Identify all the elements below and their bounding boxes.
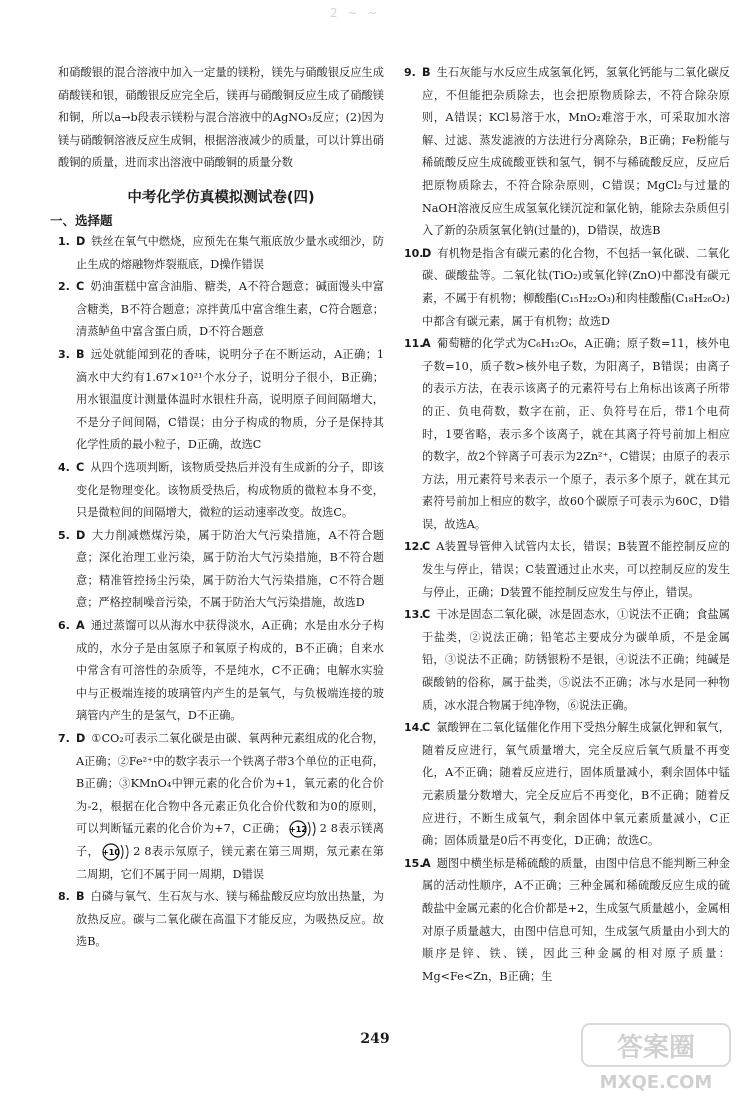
header-mark: 2 ~ ~ — [330, 6, 381, 20]
answer-text: 题图中横坐标是稀硫酸的质量，由图中信息不能判断三种金属的活动性顺序，A不正确；三种金属和稀硫酸反应生成的硫酸盐中金属元素的化合价都是+2，生成氢气质量越小，金属相对原子质量越大，由图中信息可知，生成氢气质量由小到大的顺序是锌、铁、镁，因此三种金属的相对原子质量：Mg<Fe<Zn，B正确；生 — [422, 856, 730, 983]
site-watermark-logo — [576, 1018, 736, 1098]
ne-shells: 2 8 — [133, 845, 152, 858]
magnesium-ion-diagram — [288, 820, 318, 838]
answer-letter: D — [422, 246, 432, 260]
left-column — [50, 62, 384, 954]
section-heading: 一、选择题 — [50, 212, 113, 228]
answer-item-12 — [404, 536, 730, 604]
answer-letter: A — [422, 856, 431, 870]
answer-letter: C — [76, 280, 85, 294]
answer-text: 通过蒸馏可以从海水中获得淡水，A正确；水是由水分子构成的，水分子是由氢原子和氧原子构成的，B不正确；自来水中常含有可溶性的杂质等，不是纯水，C不正确；电解水实验中与正极端连接的玻璃管内产生的是氧气，与负极端连接的玻璃管内产生的是氢气，D不正确。 — [76, 619, 384, 723]
answer-text: 从四个选项判断，该物质受热后并没有生成新的分子，即该变化是物理变化。该物质受热后，构成物质的微粒本身不变，只是微粒间的间隔增大，微粒的运动速率改变。故选C。 — [76, 460, 384, 520]
item-number: 13. — [404, 608, 424, 622]
item-number: 12. — [404, 540, 424, 554]
exam-title: 中考化学仿真模拟测试卷(四) — [127, 189, 315, 206]
answer-letter: A — [422, 337, 431, 351]
answer-item-6 — [58, 615, 384, 728]
answer-letter: D — [76, 234, 86, 248]
item-number: 4. — [58, 460, 70, 474]
answer-item-7 — [58, 728, 384, 886]
answer-item-1 — [58, 231, 384, 276]
item-number: 5. — [58, 528, 70, 542]
answer-item-4 — [58, 457, 384, 525]
answer-text: 葡萄糖的化学式为C₆H₁₂O₆，A正确；原子数=11，核外电子数=10，质子数>核外电子数，为阳离子，B错误；由离子的表示方法，在表示该离子的元素符号右上角标出该离子所带的正、负电荷数，数字在前，正、负符号在后，带1个电荷时，1要省略，表示多个该离子，就在其离子符号前加上相应的数字，故2个锌离子可表示为2Zn²⁺，C错误；由原子的表示方法，用元素符号来表示一个原子，表示多个原子，就在其元素符号前加上相应的数字，故60个碳原子可表示为60C，D错误，故选A。 — [422, 337, 730, 531]
answer-text: 白磷与氧气、生石灰与水、镁与稀盐酸反应均放出热量，为放热反应。碳与二氧化碳在高温下才能反应，为吸热反应。故选B。 — [76, 890, 384, 949]
answer-item-11 — [404, 333, 730, 536]
answer-text: ①CO₂可表示二氧化碳是由碳、氧两种元素组成的化合物，A正确；②Fe²⁺中的数字表示一个铁离子带3个单位的正电荷，B正确；③KMnO₄中钾元素的化合价为+1，氧元素的化合价为-2，根据在化合物中各元素正负化合价代数和为0的原则，可以判断锰元素的化合价为+7，C正确； — [76, 732, 384, 836]
answer-text: 奶油蛋糕中富含油脂、糖类，A不符合题意；碱面馒头中富含糖类，B不符合题意；凉拌黄瓜中富含维生素，C符合题意；清蒸鲈鱼中富含蛋白质，D不符合题意 — [76, 280, 384, 339]
answer-text: 远处就能闻到花的香味，说明分子在不断运动，A正确；1滴水中大约有1.67×10²¹个水分子，说明分子很小，B正确；用水银温度计测量体温时水银柱升高，说明原子间间隔增大，不是分子间间隔，C错误；由分子构成的物质，分子是保持其化学性质的最小粒子，D正确，故选C — [76, 347, 384, 452]
answer-letter: C — [422, 721, 431, 735]
answer-item-9 — [404, 62, 730, 243]
item-number: 7. — [58, 732, 70, 746]
right-column — [404, 62, 730, 988]
answer-item-8 — [58, 886, 384, 954]
item-number: 2. — [58, 280, 70, 294]
ne-label: 表示氖原子，镁元素 — [151, 845, 257, 858]
answer-text: 氯酸钾在二氧化锰催化作用下受热分解生成氯化钾和氧气，随着反应进行，氧气质量增大，完全反应后氧气质量不再变化，A不正确；随着反应进行，固体质量减小，剩余固体中锰元素质量分数增大，完全反应后不再变化，B不正确；随着反应进行，不断生成氧气，剩余固体中氧元素质量减小，C正确；固体质量是0后不再变化，D正确；故选C。 — [422, 721, 730, 848]
watermark-text-en: MXQE.COM — [599, 1072, 713, 1093]
answer-item-13 — [404, 604, 730, 717]
item-number: 6. — [58, 619, 70, 633]
answer-letter: B — [422, 66, 431, 79]
answer-text: 干冰是固态二氧化碳，冰是固态水，①说法不正确；食盐属于盐类，②说法正确；铅笔芯主要成分为碳单质，不是金属铅，③说法不正确；防锈银粉不是银，④说法不正确；纯碱是碳酸钠的俗称，属于盐类，⑤说法不正确；冰与水是同一种物质，冰水混合物属于纯净物，⑥说法正确。 — [422, 608, 730, 712]
answer-text-cont: 在第三周期，氖元素在第二周期，它们不属于同一周期，D错误 — [76, 845, 384, 881]
intro-paragraph: 和硝酸银的混合溶液中加入一定量的镁粉，镁先与硝酸银反应生成硝酸镁和银，硝酸银反应完全后，镁再与硝酸铜反应生成了硝酸镁和铜，所以a→b段表示镁粉与混合溶液中的AgNO₃反应；(2)因为镁与硝酸铜溶液反应生成铜，根据溶液减少的质量，可以计算出硝酸铜的质量，进而求出溶液中硝酸铜的质量分数 — [58, 66, 384, 170]
answer-letter: C — [422, 540, 431, 554]
answer-letter: B — [76, 890, 85, 904]
mg-nucleus-label: +12 — [288, 825, 307, 835]
answer-letter: D — [76, 732, 86, 746]
item-number: 8. — [58, 890, 70, 904]
answer-item-10 — [404, 243, 730, 333]
item-number: 14. — [404, 721, 424, 735]
neon-atom-diagram — [101, 843, 131, 861]
answer-letter: C — [76, 460, 85, 474]
answer-text: A装置导管伸入试管内太长，错误；B装置不能控制反应的发生与停止，错误；C装置通过止水夹，可以控制反应的发生与停止，正确；D装置不能控制反应发生与停止，错误。 — [422, 540, 730, 599]
watermark-text-cn: 答案圈 — [616, 1033, 696, 1063]
answer-item-5 — [58, 525, 384, 615]
item-number: 1. — [58, 234, 70, 248]
page-number: 249 — [360, 1031, 390, 1047]
answer-text: 大力削减燃煤污染，属于防治大气污染措施，A不符合题意；深化治理工业污染，属于防治大气污染措施，B不符合题意；精准管控扬尘污染，属于防治大气污染措施，C不符合题意；严格控制噪音污染，不属于防治大气污染措施，故选D — [76, 528, 384, 610]
item-number: 9. — [404, 66, 416, 79]
answer-item-3 — [58, 344, 384, 457]
answer-letter: B — [76, 347, 85, 361]
answer-item-2 — [58, 276, 384, 344]
answer-item-15 — [404, 853, 730, 989]
answer-item-14 — [404, 717, 730, 853]
answer-letter: A — [76, 619, 85, 633]
answer-text: 生石灰能与水反应生成氢氧化钙，氢氧化钙能与二氧化碳反应，不但能把杂质除去，也会把原物质除去，不符合除杂原则，A错误；KCl易溶于水，MnO₂难溶于水，可采取加水溶解、过滤、蒸发滤液的方法进行分离除杂，B正确；Fe粉能与稀硫酸反应生成硫酸亚铁和氢气，铜不与稀硫酸反应，反应后把原物质除去，不符合除杂原则，C错误；MgCl₂与过量的NaOH溶液反应生成氢氧化镁沉淀和氯化钠，能除去杂质但引入了新的杂质氢氧化钠(过量的)，D错误，故选B — [422, 66, 730, 238]
item-number: 10. — [404, 246, 424, 260]
answer-letter: D — [76, 528, 86, 542]
mg-shells: 2 8 — [319, 822, 338, 836]
item-number: 3. — [58, 347, 70, 361]
item-number: 11. — [404, 337, 424, 351]
answer-text: 铁丝在氧气中燃烧，应预先在集气瓶底放少量水或细沙，防止生成的熔融物炸裂瓶底，D操作错误 — [76, 234, 384, 271]
mg-label: 表示镁离子， — [76, 822, 384, 858]
answer-text: 有机物是指含有碳元素的化合物，不包括一氧化碳、二氧化碳、碳酸盐等。二氧化钛(TiO₂)或氧化锌(ZnO)中都没有碳元素，不属于有机物；柳酸酯(C₁₅H₂₂O₃)和肉桂酸酯(C₁₈H₂₆O₂)中都含有碳元素，属于有机物；故选D — [422, 246, 730, 328]
ne-nucleus-label: +10 — [102, 848, 121, 857]
item-number: 15. — [404, 856, 424, 870]
answer-letter: C — [422, 608, 431, 622]
